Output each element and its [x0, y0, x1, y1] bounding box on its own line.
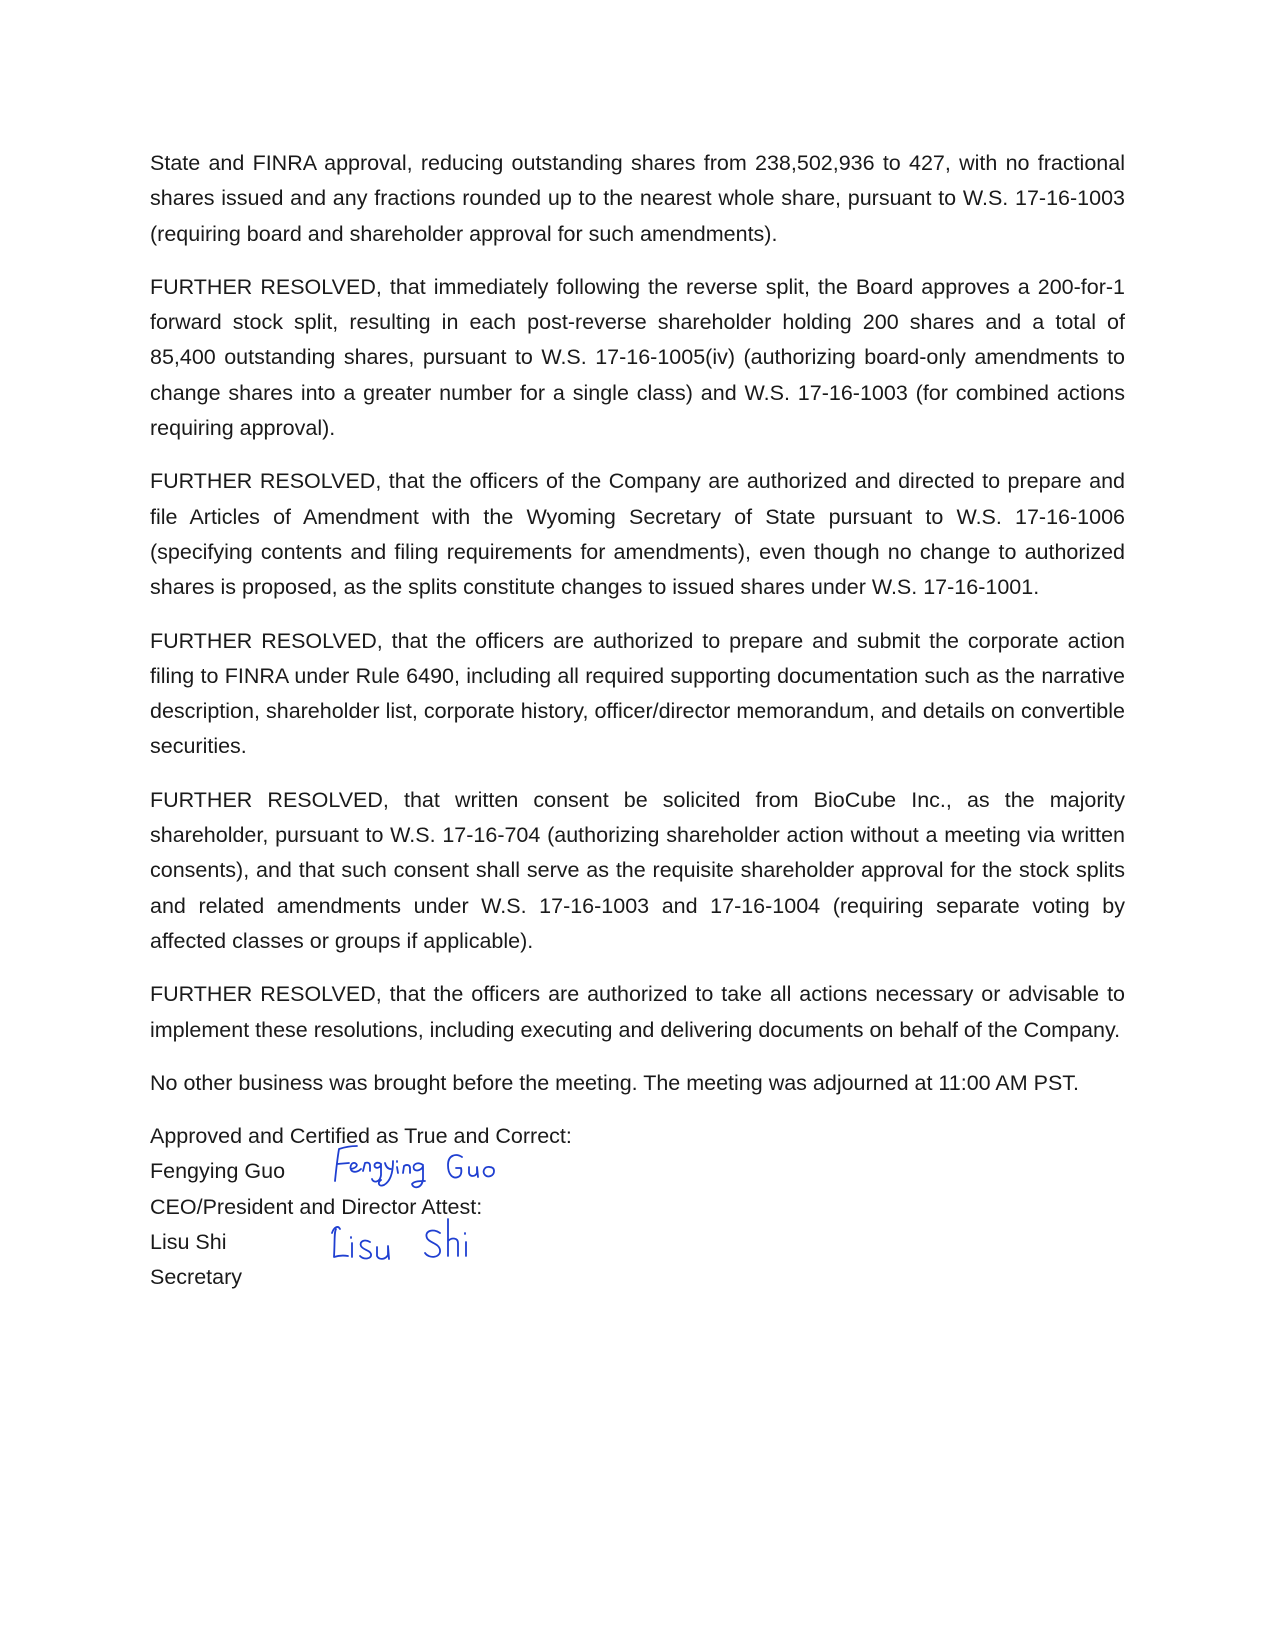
signer1-name: Fengying Guo [150, 1159, 286, 1184]
paragraph-forward-split: FURTHER RESOLVED, that immediately following the reverse split, the Board approves a 200-for-1 forward stock split, resulting in each post-reverse shareholder holding 200 shares and a total of 85,400 outstanding shares, pursuant to W.S. 17-16-1005(iv) (authorizing board-only amendments to change shares into a greater number for a single class) and W.S. 17-16-1003 (for combined actions requiring approval). [150, 274, 1125, 441]
signer2-line [150, 1225, 1125, 1260]
paragraph-adjournment: No other business was brought before the meeting. The meeting was adjourned at 11:00 AM PST. [150, 1070, 1080, 1095]
signer1-line [150, 1154, 1125, 1189]
paragraph-reverse-split: State and FINRA approval, reducing outstanding shares from 238,502,936 to 427, with no fractional shares issued and any fractions rounded up to the nearest whole share, pursuant to W.S. 17-16-1003 (requiring board and shareholder approval for such amendments). [150, 151, 1125, 246]
signature-block [150, 1119, 1125, 1295]
approval-heading: Approved and Certified as True and Correct: [150, 1124, 572, 1149]
paragraph-articles-of-amendment: FURTHER RESOLVED, that the officers of the Company are authorized and directed to prepare and file Articles of Amendment with the Wyoming Secretary of State pursuant to W.S. 17-16-1006 (specifying contents and filing requirements for amendments), even though no change to authorized shares is proposed, as the splits constitute changes to issued shares under W.S. 17-16-1001. [150, 469, 1125, 600]
paragraph-officer-authority: FURTHER RESOLVED, that the officers are authorized to take all actions necessary or advisable to implement these resolutions, including executing and delivering documents on behalf of the Company. [150, 982, 1125, 1042]
paragraph-finra-filing: FURTHER RESOLVED, that the officers are authorized to prepare and submit the corporate action filing to FINRA under Rule 6490, including all required supporting documentation such as the narrative description, shareholder list, corporate history, officer/director memorandum, and details on convertible securities. [150, 628, 1125, 759]
signer1-title: CEO/President and Director Attest: [150, 1194, 483, 1219]
signer2-title: Secretary [150, 1265, 243, 1290]
document-page [150, 146, 1125, 1296]
signer2-name: Lisu Shi [150, 1230, 227, 1255]
paragraph-written-consent: FURTHER RESOLVED, that written consent be solicited from BioCube Inc., as the majority shareholder, pursuant to W.S. 17-16-704 (authorizing shareholder action without a meeting via written consents), and that such consent shall serve as the requisite shareholder approval for the stock splits and related amendments under W.S. 17-16-1003 and 17-16-1004 (requiring separate voting by affected classes or groups if applicable). [150, 787, 1125, 953]
